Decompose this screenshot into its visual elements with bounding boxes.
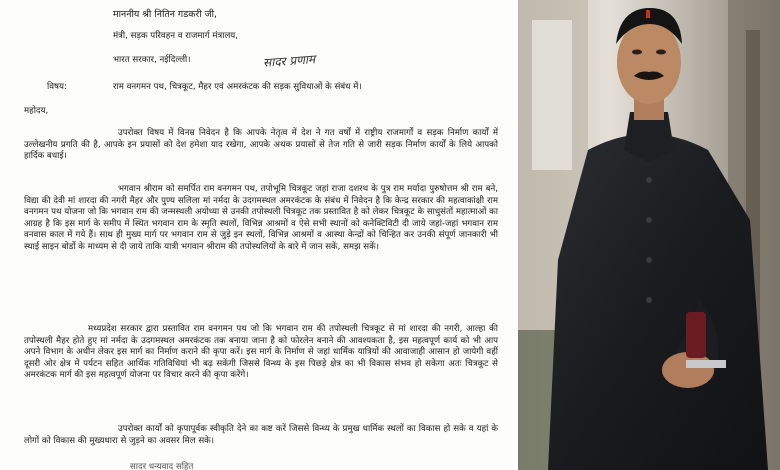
portrait-illustration — [518, 0, 780, 470]
paragraph-1: उपरोक्त विषय में विनम्र निवेदन है कि आपके नेतृत्व में देश ने गत वर्षों में राष्ट्रीय राजमार्गों व सड़क निर्माण कार्यों में उल्लेखनीय प्रगति की है, आपके इन प्रयासों को देश हमेशा याद रखेगा, आपके अथक प्रयासों से तेज गति से जारी सड़क निर्माण कार्यों के लिये आपको हार्दिक बधाई। — [24, 128, 498, 162]
paragraph-4: उपरोक्त कार्यों को कृपापूर्वक स्वीकृति देने का कष्ट करें जिससे विन्ध्य के प्रमुख धार्मिक स्थलों का विकास हो सके व यहां के लोगों को विकास की मुख्यधारा से जुड़ने का अवसर मिल सके। — [24, 424, 498, 446]
handwritten-signature: सादर प्रणाम — [262, 52, 316, 70]
addressee-designation: मंत्री, सड़क परिवहन व राजमार्ग मंत्रालय, — [113, 31, 238, 41]
closing-line: सादर धन्यवाद सहित — [130, 462, 194, 470]
greeting: महोदय, — [24, 106, 49, 116]
paragraph-2: भगवान श्रीराम को समर्पित राम वनगमन पथ, तपोभूमि चित्रकूट जहां राजा दशरथ के पुत्र राम मर्यादा पुरुषोत्तम श्री राम बने, विद्या की देवी मां शारदा की नगरी मैहर और पुण्य सलिला मां नर्मदा के उदगमस्थल अमरकंटक के संबंध में निवेदन है कि केन्द्र सरकार की महत्वाकांक्षी राम वनगमन पथ योजना जो कि भगवान राम की जन्मस्थली अयोध्या से उनकी तपोस्थली चित्रकूट तक प्रस्तावित है को लेकर चित्रकूट के साधुसंतों महात्माओं का आग्रह है कि इस मार्ग के समीप में स्थित भगवान राम के स्मृति स्थलों, विभिन्न आश्रमों व ऐसे सभी स्थानों को कनेक्टिविटी दी जाये जहां-जहां भगवान राम वनवास काल में गये हैं। साथ ही मुख्य मार्ग पर भगवान राम से जुड़े इन स्थलों, विभिन्न आश्रमों व आस्था केन्द्रों को चिन्हित कर उनकी संपूर्ण जानकारी भी स्थाई साइन बोर्डो के माध्यम से दी जाये ताकि यात्री भगवान श्रीराम की तपोस्थलियों के बारे में जान सकें, समझ सकें। — [24, 184, 498, 252]
paragraph-3: मध्यप्रदेश सरकार द्वारा प्रस्तावित राम वनगमन पथ जो कि भगवान राम की तपोस्थली चित्रकूट से मां शारदा की नगरी, आल्हा की तपोस्थली मैहर होते हुए मां नर्मदा के उदगमस्थल अमरकंटक तक बनाया जाना है को फोरलेन बनाने की आवश्यकता है, इस महत्वपूर्ण कार्य को भी आप अपने विभाग के अधीन लेकर इस मार्ग का निर्माण कराने की कृपा करें। इस मार्ग के निर्माण से जहां धार्मिक यात्रियों की आवाजाही आसान हो जायेगी वहीं दूसरी ओर क्षेत्र में पर्यटन सहित आर्थिक गतिविधियां भी बढ़ सकेंगी जिससे विन्ध्य के इस पिछड़े क्षेत्र का भी विकास संभव हो सकेगा अतः चित्रकूट से अमरकंटक मार्ग की इस महत्वपूर्ण योजना पर विचार करने की कृपा करेंगे। — [24, 324, 498, 381]
addressee-name: माननीय श्री नितिन गडकरी जी, — [113, 9, 218, 20]
portrait-photo — [518, 0, 780, 470]
subject-label: विषय: — [47, 82, 67, 92]
addressee-address: भारत सरकार, नईदिल्ली। — [113, 55, 191, 65]
subject-text: राम वनगमन पथ, चित्रकूट, मैहर एवं अमरकंटक की सड़क सुविधाओं के संबंध में। — [113, 82, 362, 92]
